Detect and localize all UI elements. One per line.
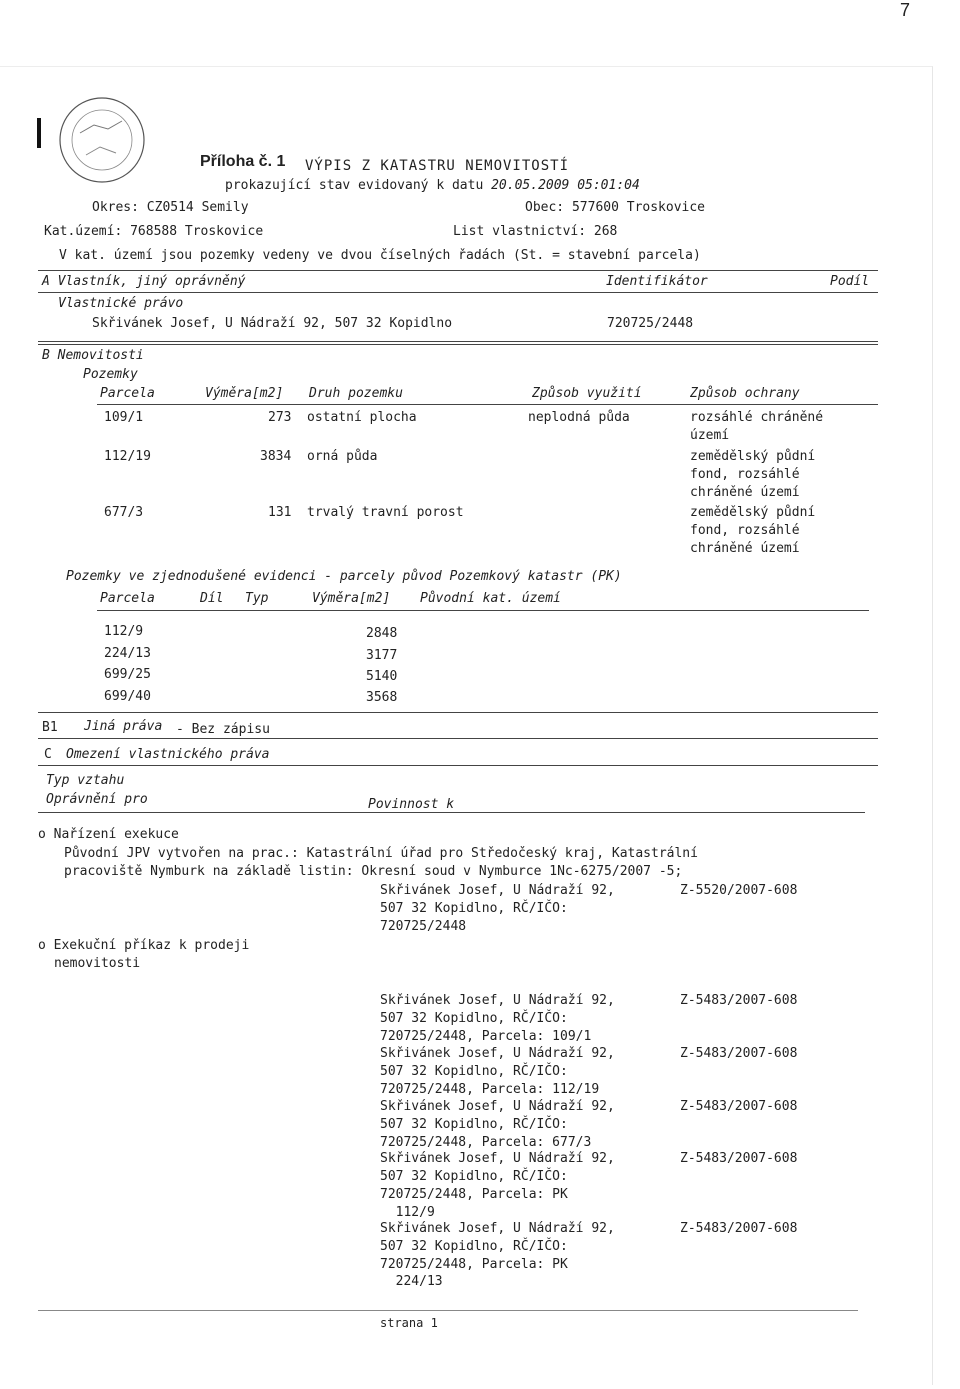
prikaz-title: o Exekuční příkaz k prodeji (38, 938, 250, 953)
exekuce-line: 720725/2448 (380, 919, 467, 934)
prikaz-ref: Z-5483/2007-608 (680, 1099, 798, 1114)
section-b1-value: - Bez zápisu (176, 722, 270, 737)
col-header-ochrana: Způsob ochrany (690, 386, 800, 401)
subtitle (225, 178, 640, 193)
document-title: VÝPIS Z KATASTRU NEMOVITOSTÍ (305, 158, 570, 174)
section-b-sub: Pozemky (83, 367, 138, 382)
prikaz-line: Skřivánek Josef, U Nádraží 92, (380, 1099, 615, 1114)
section-c-typ: Typ vztahu (46, 773, 125, 788)
prikaz-line: 720725/2448, Parcela: 109/1 (380, 1029, 592, 1044)
table-row-ochrana: fond, rozsáhlé (690, 467, 800, 482)
col-header-vyuziti: Způsob využití (532, 386, 642, 401)
table-row-vymera: 131 (268, 505, 292, 520)
col-header-puvodni: Původní kat. území (420, 591, 561, 606)
col-header-parcela: Parcela (100, 591, 155, 606)
footer-page: strana 1 (380, 1316, 438, 1330)
table-row-ochrana: zemědělský půdní (690, 505, 816, 520)
table-row-vymera: 3834 (260, 449, 292, 464)
list-item-vymera: 3177 (366, 648, 398, 663)
prikaz-line: 112/9 (380, 1205, 435, 1220)
table-row-ochrana: fond, rozsáhlé (690, 523, 800, 538)
prikaz-line: 507 32 Kopidlno, RČ/IČO: (380, 1239, 568, 1254)
list-item-vymera: 3568 (366, 690, 398, 705)
col-header-parcela: Parcela (100, 386, 155, 401)
table-row-parcela: 109/1 (104, 410, 144, 425)
list-item-parcela: 699/40 (104, 689, 151, 704)
section-c-opravneni: Oprávnění pro (46, 792, 148, 807)
prikaz-line: 720725/2448, Parcela: 677/3 (380, 1135, 592, 1150)
col-header-dil: Díl (200, 591, 224, 606)
table-row-ochrana: zemědělský půdní (690, 449, 816, 464)
section-c-povinnost: Povinnost k (368, 797, 455, 812)
subtitle-date: 20.05.2009 05:01:04 (491, 178, 640, 193)
section-c-title: Omezení vlastnického práva (66, 747, 270, 762)
prikaz-ref: Z-5483/2007-608 (680, 1151, 798, 1166)
divider (97, 404, 878, 405)
list-vlastnictvi: List vlastnictví: 268 (453, 224, 618, 239)
section-a-col-id: Identifikátor (606, 274, 708, 289)
prikaz-line: 720725/2448, Parcela: PK (380, 1187, 568, 1202)
table-row-druh: trvalý travní porost (307, 505, 464, 520)
divider (38, 738, 878, 739)
owner-name: Skřivánek Josef, U Nádraží 92, 507 32 Kopidlno (92, 316, 453, 331)
exekuce-title: o Nařízení exekuce (38, 827, 179, 842)
section-c-label: C (44, 747, 52, 762)
list-item-vymera: 2848 (366, 626, 398, 641)
col-header-vymera: Výměra[m2] (205, 386, 284, 401)
exekuce-line: Skřivánek Josef, U Nádraží 92, (380, 883, 615, 898)
prikaz-line: Skřivánek Josef, U Nádraží 92, (380, 1221, 615, 1236)
list-item-parcela: 112/9 (104, 624, 144, 639)
col-header-typ: Typ (245, 591, 269, 606)
simplified-title: Pozemky ve zjednodušené evidenci - parcely původ Pozemkový katastr (PK) (66, 569, 622, 584)
prikaz-line: 720725/2448, Parcela: PK (380, 1257, 568, 1272)
prikaz-ref: Z-5483/2007-608 (680, 993, 798, 1008)
exekuce-text: Původní JPV vytvořen na prac.: Katastrální úřad pro Středočeský kraj, Katastrální (64, 846, 698, 861)
table-row-parcela: 112/19 (104, 449, 151, 464)
table-row-druh: orná půda (307, 449, 378, 464)
divider (38, 344, 878, 345)
section-a-title: A Vlastník, jiný oprávněný (42, 274, 246, 289)
exekuce-ref: Z-5520/2007-608 (680, 883, 798, 898)
divider (38, 812, 865, 813)
header-note: V kat. území jsou pozemky vedeny ve dvou číselných řadách (St. = stavební parcela) (59, 248, 701, 263)
divider (38, 270, 878, 271)
exekuce-line: 507 32 Kopidlno, RČ/IČO: (380, 901, 568, 916)
col-header-druh: Druh pozemku (309, 386, 403, 401)
section-b1-title: Jiná práva (84, 719, 163, 734)
table-row-ochrana: rozsáhlé chráněné (690, 410, 824, 425)
prikaz-title: nemovitosti (54, 956, 141, 971)
okres: Okres: CZ0514 Semily (92, 200, 249, 215)
section-a-col-podil: Podíl (830, 274, 870, 289)
table-row-vymera: 273 (268, 410, 292, 425)
table-row-druh: ostatní plocha (307, 410, 417, 425)
prikaz-ref: Z-5483/2007-608 (680, 1046, 798, 1061)
divider (38, 765, 878, 766)
divider (38, 292, 878, 293)
table-row-ochrana: chráněné území (690, 541, 800, 556)
prikaz-line: Skřivánek Josef, U Nádraží 92, (380, 1046, 615, 1061)
table-row-ochrana: území (690, 428, 730, 443)
prikaz-line: 224/13 (380, 1274, 443, 1289)
section-a-subtitle: Vlastnické právo (58, 296, 184, 311)
prikaz-line: Skřivánek Josef, U Nádraží 92, (380, 1151, 615, 1166)
list-item-parcela: 224/13 (104, 646, 151, 661)
section-b1-label: B1 (42, 720, 58, 735)
table-row-ochrana: chráněné území (690, 485, 800, 500)
margin-mark (37, 118, 41, 148)
prikaz-line: 720725/2448, Parcela: 112/19 (380, 1082, 600, 1097)
page-number: 7 (899, 0, 910, 20)
list-item-vymera: 5140 (366, 669, 398, 684)
subtitle-prefix: prokazující stav evidovaný k datu (225, 178, 484, 193)
annex-label: Příloha č. 1 (200, 153, 286, 170)
prikaz-line: 507 32 Kopidlno, RČ/IČO: (380, 1169, 568, 1184)
obec: Obec: 577600 Troskovice (525, 200, 706, 215)
list-item-parcela: 699/25 (104, 667, 151, 682)
owner-id: 720725/2448 (607, 316, 694, 331)
divider (97, 610, 869, 611)
stamp-icon (50, 85, 150, 195)
divider (38, 712, 878, 713)
section-b-title: B Nemovitosti (42, 348, 144, 363)
prikaz-line: 507 32 Kopidlno, RČ/IČO: (380, 1011, 568, 1026)
prikaz-line: Skřivánek Josef, U Nádraží 92, (380, 993, 615, 1008)
table-row-parcela: 677/3 (104, 505, 144, 520)
table-row-vyuziti: neplodná půda (528, 410, 630, 425)
col-header-vymera: Výměra[m2] (312, 591, 391, 606)
exekuce-text: pracoviště Nymburk na základě listin: Okresní soud v Nymburce 1Nc-6275/2007 -5; (64, 864, 683, 879)
prikaz-line: 507 32 Kopidlno, RČ/IČO: (380, 1064, 568, 1079)
prikaz-line: 507 32 Kopidlno, RČ/IČO: (380, 1117, 568, 1132)
kat-uzemi: Kat.území: 768588 Troskovice (44, 224, 264, 239)
prikaz-ref: Z-5483/2007-608 (680, 1221, 798, 1236)
divider (38, 341, 878, 342)
footer-divider (38, 1310, 858, 1311)
